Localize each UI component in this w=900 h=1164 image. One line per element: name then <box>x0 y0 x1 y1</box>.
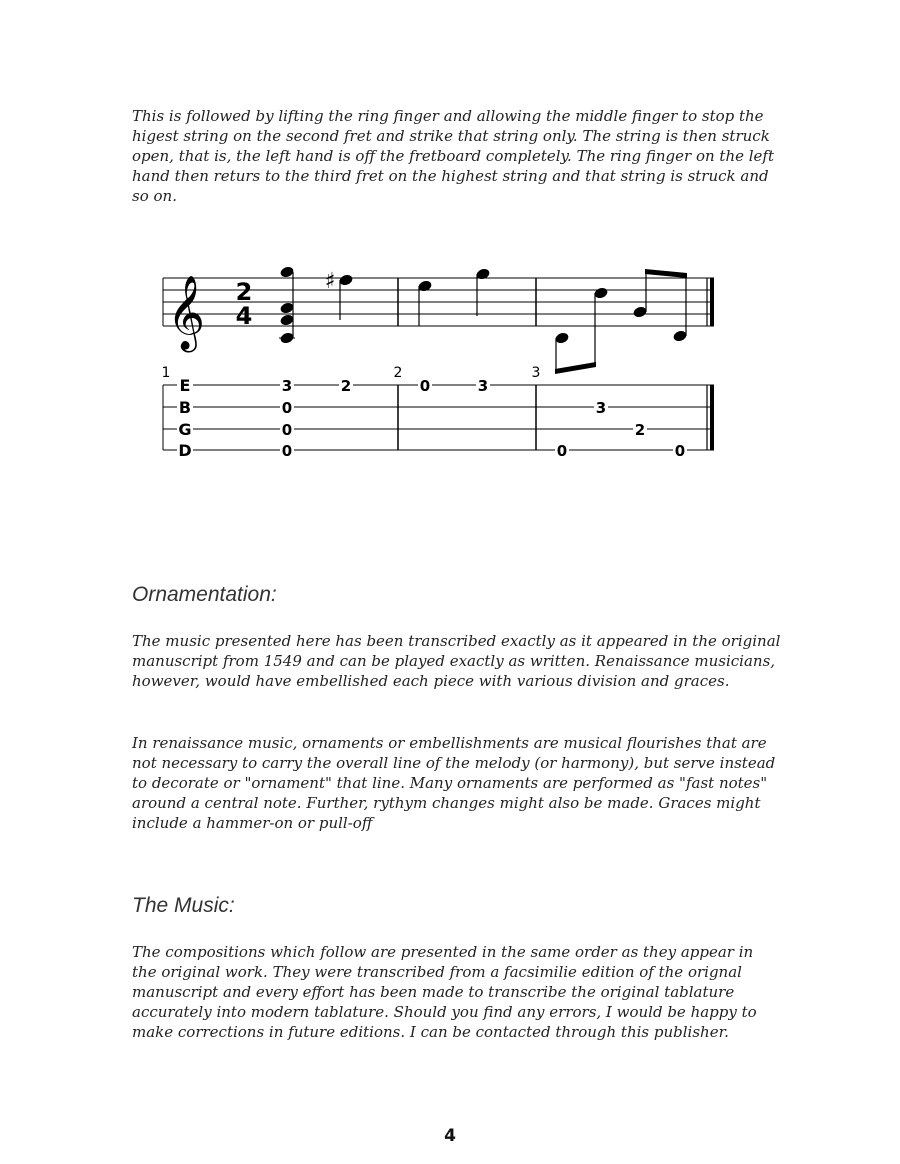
tab-fret-number: 0 <box>281 442 293 460</box>
string-name: B <box>178 398 192 417</box>
note-quarter <box>475 267 490 316</box>
tab-fret-number: 2 <box>634 421 646 439</box>
section-heading-ornamentation: Ornamentation: <box>132 583 277 606</box>
tab-fret-number: 2 <box>340 377 352 395</box>
tab-fret-number: 0 <box>281 421 293 439</box>
measure-number: 2 <box>393 365 403 381</box>
ornamentation-paragraph-2: In renaissance music, ornaments or embellishments are musical flourishes that are not necessary to carry the overall line of the melody (or harmony), but serve instead to decorate or "ornament" that line. Many ornaments are performed as "fast notes" around a central note. Further, rythym changes might also be made. Graces might include a hammer-on or pull-off <box>132 734 776 832</box>
tab-lines <box>163 385 714 450</box>
page-number: 4 <box>444 1126 456 1146</box>
string-name: D <box>178 441 192 460</box>
the-music-paragraph: The compositions which follow are presented in the same order as they appear in the original work. They were transcribed from a facsimilie edition of the orignal manuscript and every effort has been made to transcribe the original tablature accurately into modern tablature. Should you find any errors, I would be happy to make corrections in future editions. I can be contacted through this publisher. <box>132 943 757 1041</box>
measure-number: 3 <box>531 365 541 381</box>
note-chord <box>279 265 295 344</box>
tab-fret-number: 3 <box>477 377 489 395</box>
tab-fret-number: 3 <box>281 377 293 395</box>
staff-final-barline-thick <box>710 278 714 326</box>
sharp-accidental-icon: ♯ <box>324 269 336 294</box>
string-name: G <box>178 420 192 439</box>
note-quarter <box>417 279 432 326</box>
time-signature-top: 2 <box>235 278 253 306</box>
tab-fret-number: 0 <box>419 377 431 395</box>
beamed-eighth-notes <box>554 286 608 374</box>
tab-fret-number: 0 <box>674 442 686 460</box>
measure-number: 1 <box>161 365 171 381</box>
string-name: E <box>179 376 191 395</box>
tab-final-barline-thick <box>710 385 714 450</box>
ornamentation-paragraph-1: The music presented here has been transcribed exactly as it appeared in the original manuscript from 1549 and can be played exactly as written. Renaissance musicians, however, would have embellished each piece with various division and graces. <box>132 632 781 690</box>
treble-clef-icon: 𝄞 <box>167 276 205 350</box>
tab-fret-number: 0 <box>556 442 568 460</box>
music-notation <box>158 258 728 468</box>
section-heading-the-music: The Music: <box>132 894 235 917</box>
note-quarter <box>338 273 353 320</box>
beamed-eighth-notes <box>632 269 687 343</box>
tab-fret-number: 3 <box>595 399 607 417</box>
tab-fret-number: 0 <box>281 399 293 417</box>
time-signature-bottom: 4 <box>235 302 253 330</box>
intro-paragraph: This is followed by lifting the ring finger and allowing the middle finger to stop the higest string on the second fret and strike that string only. The string is then struck open, that is, the left hand is off the fretboard completely. The ring finger on the left hand then returs to the third fret on the highest string and that string is struck and so on. <box>132 107 775 205</box>
